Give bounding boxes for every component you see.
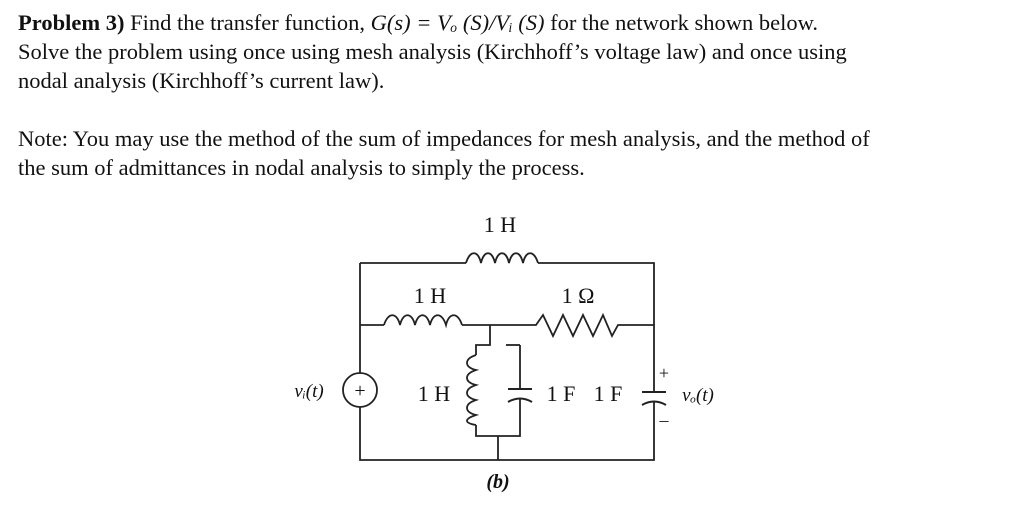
series-inductor-label: 1 H [413, 283, 447, 308]
circuit-caption: (b) [486, 471, 510, 493]
wire-top-right [538, 263, 654, 325]
source-label: vᵢ(t) [294, 381, 324, 402]
series-inductor-icon [384, 315, 462, 325]
top-inductor-icon [466, 253, 538, 263]
wire-shunt-bottom [476, 425, 520, 436]
wire-bottom [360, 407, 654, 460]
problem-sentence-start: Find the transfer function, [130, 10, 371, 35]
shunt-inductor-icon [467, 355, 476, 425]
wire-shunt-top [476, 325, 490, 355]
output-capacitor-label: 1 F [593, 381, 623, 406]
top-inductor-label: 1 H [483, 212, 517, 237]
wire-mid-right [627, 325, 654, 392]
resistor-label: 1 Ω [561, 283, 595, 308]
shunt-capacitor-icon [508, 345, 532, 425]
output-minus-sign: – [659, 410, 669, 430]
transfer-function-equation: G(s) = Vₒ (S)/Vᵢ (S) [370, 10, 545, 35]
circuit-wires [360, 263, 654, 460]
problem-line-3: nodal analysis (Kirchhoff’s current law). [18, 68, 385, 93]
problem-line-1-end: for the network shown below. [544, 10, 818, 35]
resistor-icon [527, 315, 627, 336]
problem-label: Problem 3) [18, 10, 125, 35]
note-line-1: Note: You may use the method of the sum of impedances for mesh analysis, and the method of [18, 126, 870, 151]
source-polarity-sign: + [354, 380, 366, 402]
shunt-capacitor-label: 1 F [546, 381, 576, 406]
output-plus-sign: + [658, 363, 670, 383]
note-line-2: the sum of admittances in nodal analysis to simply the process. [18, 155, 585, 180]
problem-line-2: Solve the problem using once using mesh analysis (Kirchhoff’s voltage law) and once using [18, 39, 847, 64]
output-label: vₒ(t) [682, 385, 714, 406]
shunt-inductor-label: 1 H [417, 381, 451, 406]
